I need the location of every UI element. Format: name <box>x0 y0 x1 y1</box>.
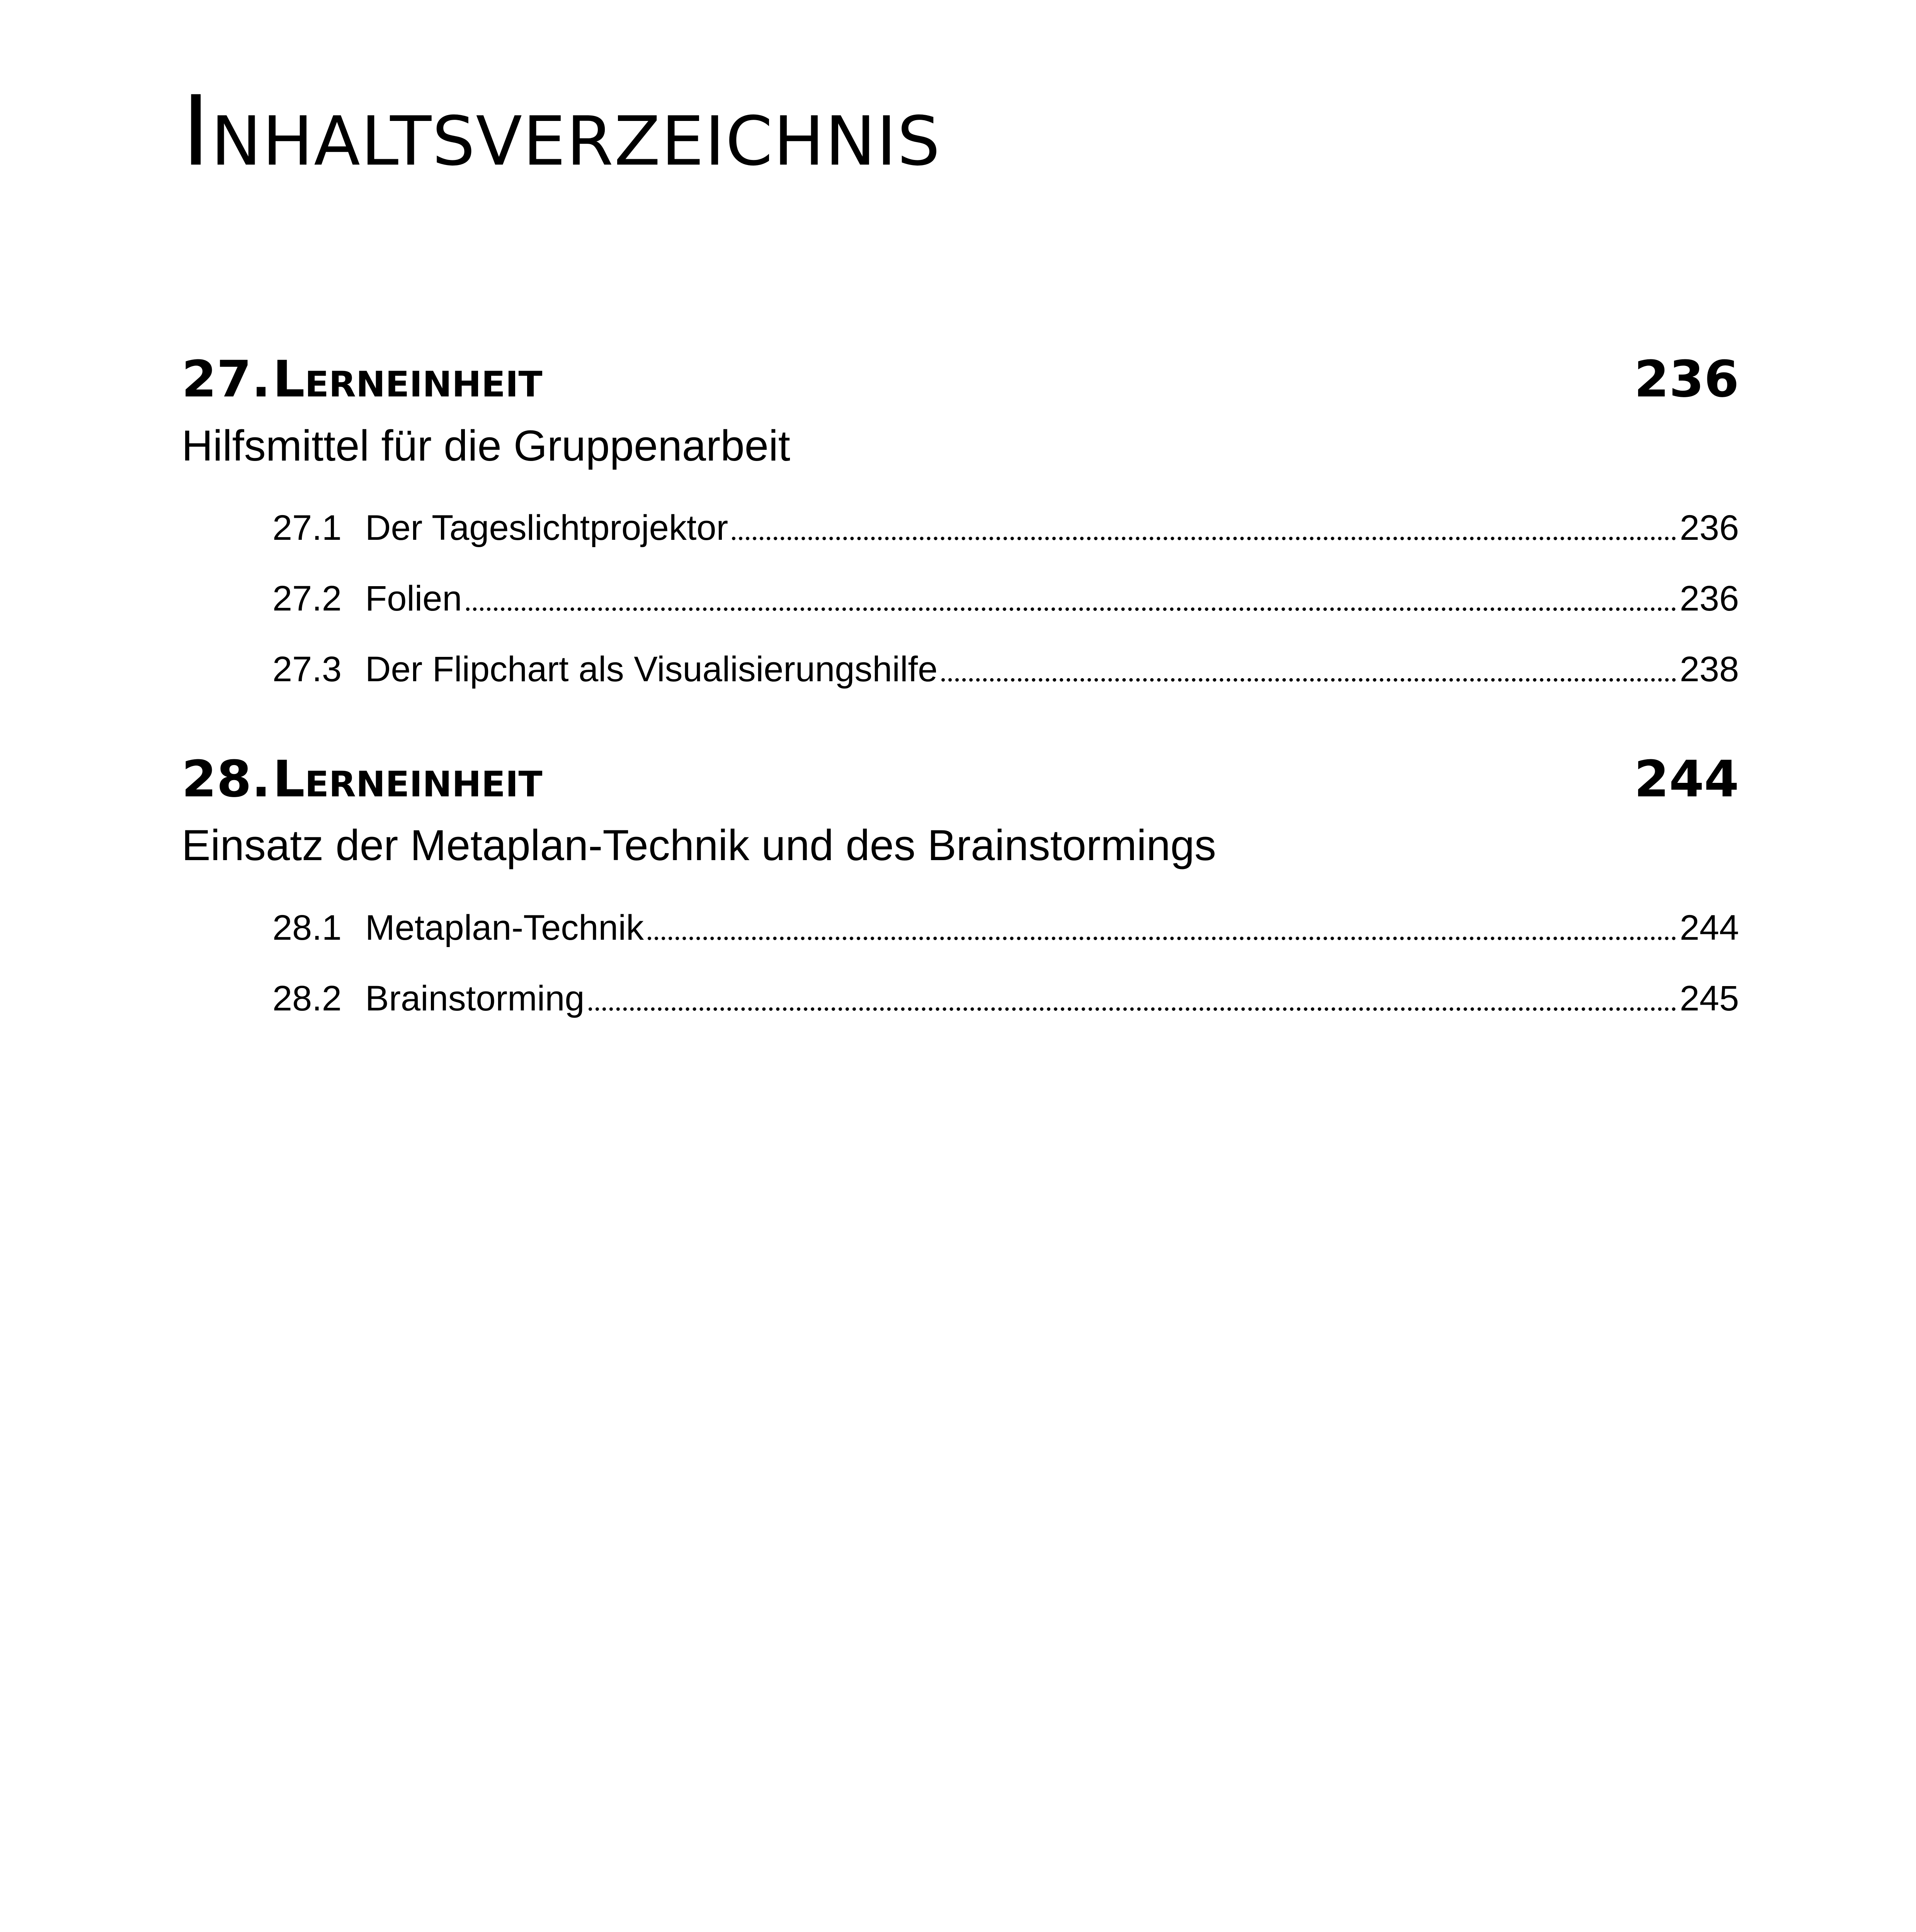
dot-leader <box>941 678 1676 682</box>
chapter-27-heading[interactable] <box>182 350 1739 408</box>
section-number: 27.2 <box>272 579 342 618</box>
section-number: 27.3 <box>272 650 342 689</box>
section-title: Der Tageslichtprojektor <box>365 508 728 548</box>
section-title: Folien <box>365 579 462 618</box>
chapter-28-subtitle: Einsatz der Metaplan-Technik und des Brainstormings <box>182 821 1216 869</box>
chapter-28-number: 28. <box>182 750 271 808</box>
chapter-27-number: 27. <box>182 350 271 408</box>
toc-entry-28-1[interactable] <box>272 910 1739 946</box>
section-page: 236 <box>1679 579 1739 618</box>
dot-leader <box>466 607 1676 611</box>
section-page: 244 <box>1679 908 1739 947</box>
dot-leader <box>732 537 1676 540</box>
section-number: 27.1 <box>272 508 342 548</box>
chapter-27-word: Lerneinheit <box>272 350 543 408</box>
section-title: Der Flipchart als Visualisierungshilfe <box>365 650 938 689</box>
chapter-27-page: 236 <box>1634 350 1739 408</box>
section-number: 28.1 <box>272 908 342 947</box>
chapter-28-word: Lerneinheit <box>272 750 543 808</box>
dot-leader <box>648 937 1676 940</box>
chapter-28-page: 244 <box>1634 750 1739 808</box>
chapter-27-subtitle: Hilfsmittel für die Gruppenarbeit <box>182 422 790 470</box>
dot-leader <box>589 1007 1676 1011</box>
section-title: Metaplan-Technik <box>365 908 644 947</box>
section-page: 238 <box>1679 650 1739 689</box>
toc-entry-27-2[interactable] <box>272 581 1739 616</box>
chapter-27-label <box>182 350 543 408</box>
section-title: Brainstorming <box>365 979 585 1018</box>
section-number: 28.2 <box>272 979 342 1018</box>
page-title: Inhaltsverzeichnis <box>182 75 941 187</box>
toc-entry-28-2[interactable] <box>272 981 1739 1016</box>
chapter-28-heading[interactable] <box>182 750 1739 808</box>
section-page: 236 <box>1679 508 1739 548</box>
toc-entry-27-1[interactable] <box>272 510 1739 546</box>
toc-entry-27-3[interactable] <box>272 651 1739 687</box>
section-page: 245 <box>1679 979 1739 1018</box>
chapter-28-label <box>182 750 543 808</box>
